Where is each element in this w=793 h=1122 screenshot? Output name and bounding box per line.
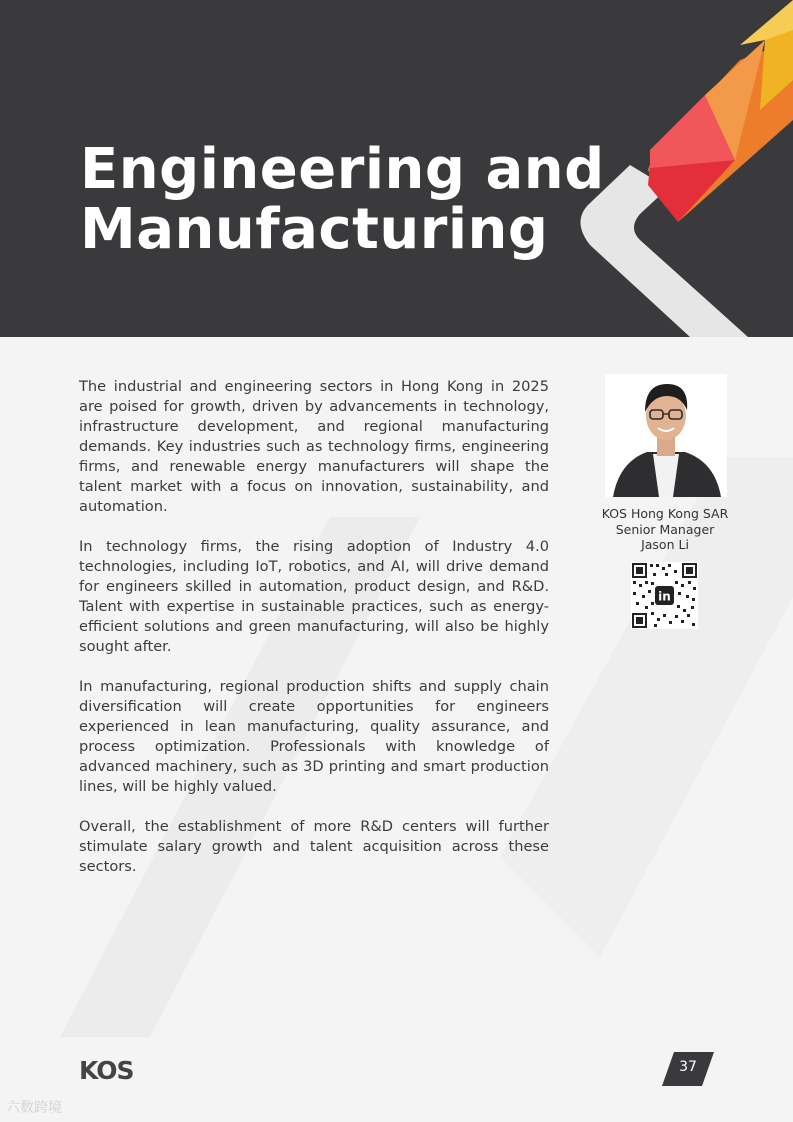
contact-name: Jason Li (641, 537, 689, 552)
page-title (80, 137, 605, 262)
kos-logo: KOS (79, 1056, 134, 1085)
paragraph: Overall, the establishment of more R&D centers will further stimulate salary growth and talent acquisition across these sectors. (79, 818, 549, 875)
paragraph: In manufacturing, regional production shifts and supply chain diversification will create opportunities for engineers experienced in lean manufacturing, quality assurance, and process optimization. Professionals with knowledge of advanced machinery, such as 3D printing and smart production lines, will be highly valued. (79, 678, 549, 795)
page-number: 37 (679, 1059, 697, 1075)
page-title-line-1: Engineering and (80, 137, 605, 202)
article-body (79, 377, 549, 897)
page-title-line-2: Manufacturing (80, 197, 549, 262)
paragraph: In technology firms, the rising adoption of Industry 4.0 technologies, including IoT, robotics, and AI, will drive demand for engineers skilled in automation, product design, and R&D. Talent with expertise in sustainable practices, such as energy-efficient solutions and green manufacturing, will also be highly sought after. (79, 538, 549, 655)
contact-card (595, 506, 735, 553)
contact-photo (605, 374, 727, 497)
linkedin-qr-code[interactable] (631, 562, 698, 629)
header-banner (0, 0, 793, 337)
contact-company: KOS Hong Kong SAR (601, 506, 729, 521)
paragraph: The industrial and engineering sectors in Hong Kong in 2025 are poised for growth, driven by advancements in technology, infrastructure development, and regional manufacturing demands. Key industries such as technology firms, engineering firms, and renewable energy manufacturers will shape the talent market with a focus on innovation, sustainability, and automation. (79, 378, 549, 515)
contact-role: Senior Manager (615, 521, 715, 537)
watermark-text: 六数跨境 (6, 1100, 62, 1116)
linkedin-icon: in (658, 589, 671, 604)
